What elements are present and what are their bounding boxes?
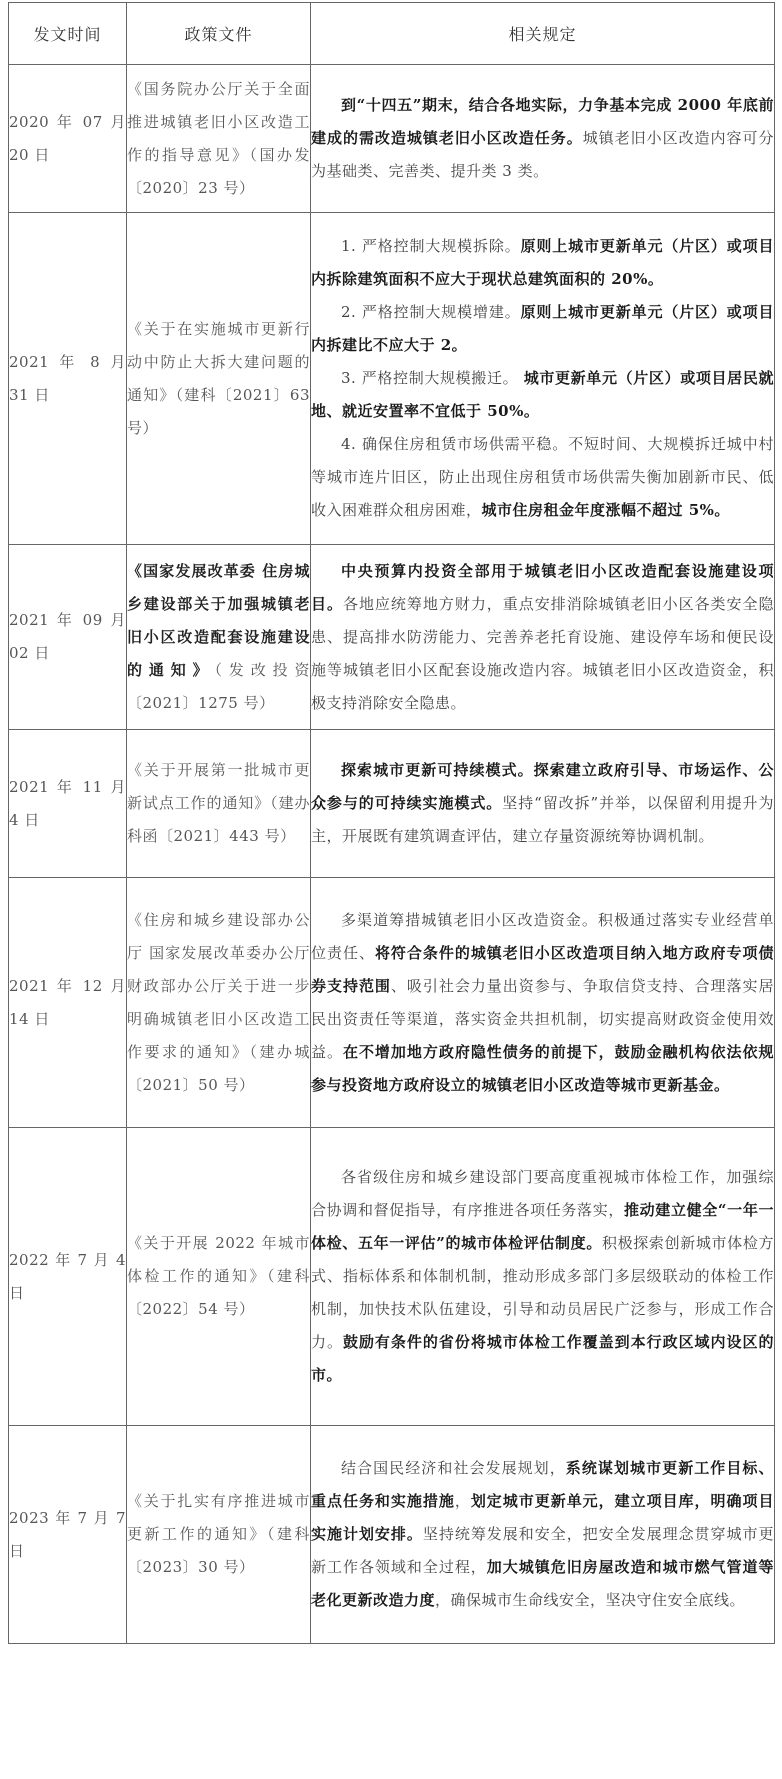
rule-paragraph [311,1161,774,1392]
rule-text: ， [454,1492,471,1510]
rule-text: 坚持“留改拆”并举，以保留利用提升为主，开展既有建筑调查评估，建立存量资源统筹协调机制。 [311,794,774,845]
table-row [9,878,775,1128]
table-row [9,1426,775,1644]
policy-document [127,545,311,730]
issue-date: 2022 年 7 月 4 日 [9,1128,127,1426]
rule-text-emphasis: 到“十四五”期末，结合各地实际，力争基本完成 2000 年底前建成的需改造城镇老旧小区改造任务。 [311,96,774,147]
rule-text-emphasis: 系统谋划城市更新工作目标、重点任务和实施措施 [311,1459,774,1510]
rule-text-emphasis: 原则上城市更新单元（片区）或项目内拆建比不应大于 2。 [311,303,774,354]
rule-text: 坚持统筹发展和安全，把安全发展理念贯穿城市更新工作各领域和全过程， [311,1525,774,1576]
rule-text-emphasis: 城市住房租金年度涨幅不超过 5%。 [481,501,730,519]
policy-table [8,2,775,1644]
policy-rules [311,730,775,878]
policy-rules [311,545,775,730]
rule-text-emphasis: 划定城市更新单元，建立项目库，明确项目实施计划安排。 [311,1492,774,1543]
rule-text: 2. 严格控制大规模增建。 [341,303,521,321]
policy-rules [311,213,775,545]
rule-text-emphasis: 将符合条件的城镇老旧小区改造项目纳入地方政府专项债券支持范围 [311,943,774,995]
header-rules: 相关规定 [311,3,775,65]
rule-paragraph [311,230,774,296]
rule-paragraph [311,89,774,188]
rule-text-emphasis: 城市更新单元（片区）或项目居民就地、就近安置率不宜低于 50%。 [311,369,774,420]
rule-paragraph [311,428,774,527]
table-row [9,1128,775,1426]
rule-paragraph [311,904,774,1102]
table-row [9,213,775,545]
rule-text: 3. 严格控制大规模搬迁。 [341,369,524,387]
table-header-row [9,3,775,65]
rule-paragraph [311,296,774,362]
rule-text: 各省级住房和城乡建设部门要高度重视城市体检工作，加强综合协调和督促指导，有序推进各项任务落实， [311,1168,774,1219]
policy-rules [311,1128,775,1426]
policy-rules [311,65,775,213]
policy-document: 《国务院办公厅关于全面推进城镇老旧小区改造工作的指导意见》（国办发〔2020〕23 号） [127,65,311,213]
header-document: 政策文件 [127,3,311,65]
policy-document: 《关于扎实有序推进城市更新工作的通知》（建科〔2023〕30 号） [127,1426,311,1644]
rule-text-emphasis: 原则上城市更新单元（片区）或项目内拆除建筑面积不应大于现状总建筑面积的 20%。 [311,237,774,288]
rule-text-emphasis: 鼓励有条件的省份将城市体检工作覆盖到本行政区域内设区的市。 [311,1333,774,1384]
policy-document: 《住房和城乡建设部办公厅 国家发展改革委办公厅 财政部办公厅关于进一步明确城镇老旧小区改造工作要求的通知》（建办城〔2021〕50 号） [127,878,311,1128]
issue-date: 2021 年 8 月 31 日 [9,213,127,545]
rule-text: 4. 确保住房租赁市场供需平稳。不短时间、大规模拆迁城中村等城市连片旧区，防止出现住房租赁市场供需失衡加剧新市民、低收入困难群众租房困难， [311,435,774,519]
policy-rules [311,1426,775,1644]
rule-text-emphasis: 加大城镇危旧房屋改造和城市燃气管道等老化更新改造力度 [311,1558,774,1609]
table-row [9,730,775,878]
issue-date: 2021 年 09 月 02 日 [9,545,127,730]
issue-date: 2021 年 12 月 14 日 [9,878,127,1128]
issue-date: 2023 年 7 月 7 日 [9,1426,127,1644]
rule-paragraph [311,1452,774,1617]
rule-text: 结合国民经济和社会发展规划， [341,1459,566,1477]
rule-text: 积极探索创新城市体检方式、指标体系和体制机制，推动形成多部门多层级联动的体检工作机制，加快技术队伍建设，引导和动员居民广泛参与，形成工作合力。 [311,1234,774,1351]
table-row [9,545,775,730]
rule-paragraph [311,754,774,853]
rule-text: ，确保城市生命线安全，坚决守住安全底线。 [435,1591,746,1609]
policy-document: 《关于开展 2022 年城市体检工作的通知》（建科〔2022〕54 号） [127,1128,311,1426]
rule-paragraph [311,362,774,428]
policy-document: 《关于开展第一批城市更新试点工作的通知》（建办科函〔2021〕443 号） [127,730,311,878]
policy-document: 《关于在实施城市更新行动中防止大拆大建问题的通知》（建科〔2021〕63 号） [127,213,311,545]
rule-text: 城镇老旧小区改造内容可分为基础类、完善类、提升类 3 类。 [311,129,774,180]
policy-document-number: （发改投资〔2021〕1275 号） [127,660,310,712]
header-date: 发文时间 [9,3,127,65]
rule-text-emphasis: 探索城市更新可持续模式。探索建立政府引导、市场运作、公众参与的可持续实施模式。 [311,761,774,812]
rule-text: 1. 严格控制大规模拆除。 [341,237,521,255]
rule-paragraph [311,555,774,720]
rule-text-emphasis: 推动建立健全“一年一体检、五年一评估”的城市体检评估制度。 [311,1201,774,1252]
rule-text-emphasis: 在不增加地方政府隐性债务的前提下，鼓励金融机构依法依规参与投资地方政府设立的城镇老旧小区改造等城市更新基金。 [311,1042,774,1094]
rule-text: 各地应统筹地方财力，重点安排消除城镇老旧小区各类安全隐患、提高排水防涝能力、完善养老托育设施、建设停车场和便民设施等城镇老旧小区配套设施改造内容。城镇老旧小区改造资金，积极支持消除安全隐患。 [311,594,774,712]
policy-document-title: 《国家发展改革委 住房城乡建设部关于加强城镇老旧小区改造配套设施建设的通知》 [127,561,310,679]
rule-text-emphasis: 中央预算内投资全部用于城镇老旧小区改造配套设施建设项目。 [311,561,774,613]
policy-rules [311,878,775,1128]
issue-date: 2021 年 11 月 4 日 [9,730,127,878]
rule-text: 多渠道筹措城镇老旧小区改造资金。积极通过落实专业经营单位责任、 [311,910,774,962]
table-row [9,65,775,213]
issue-date: 2020 年 07 月 20 日 [9,65,127,213]
rule-text: 、吸引社会力量出资参与、争取信贷支持、合理落实居民出资责任等渠道，落实资金共担机制，切实提高财政资金使用效益。 [311,976,774,1061]
